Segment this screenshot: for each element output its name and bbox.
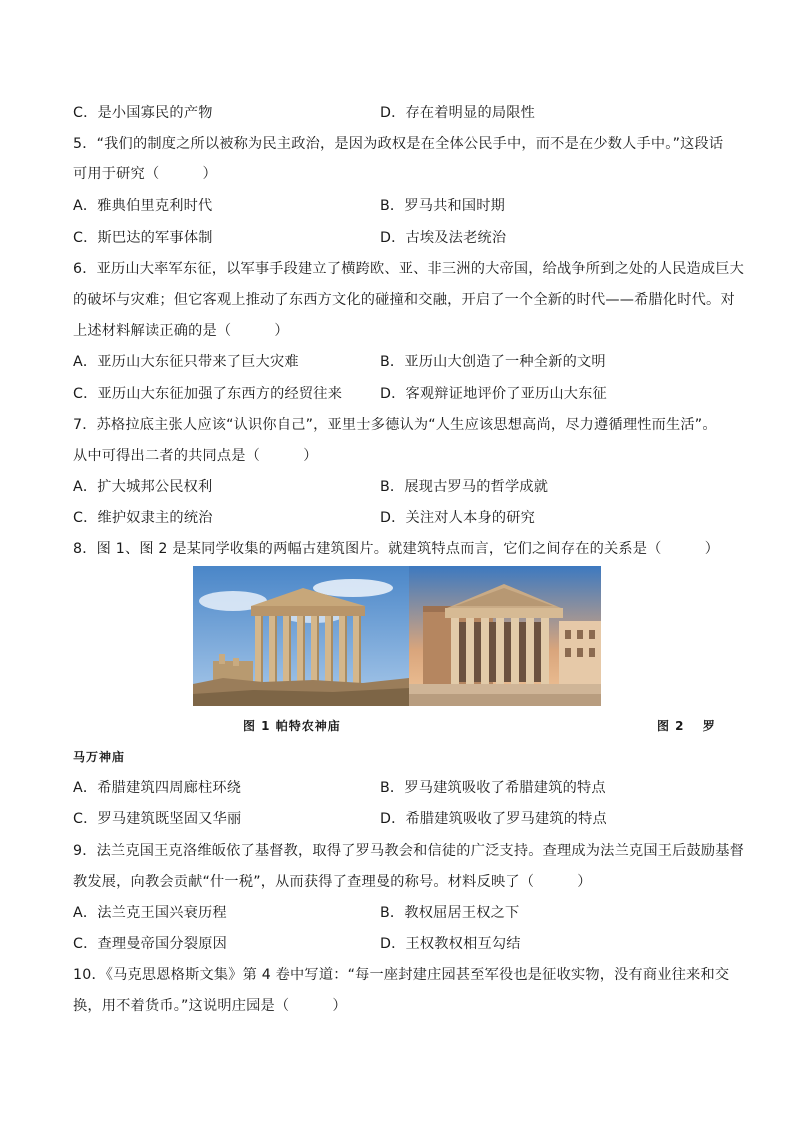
q8-stem: 8．图 1、图 2 是某同学收集的两幅古建筑图片。就建筑特点而言，它们之间存在的关系是（ ） xyxy=(73,541,720,557)
q5-stem-line2: 可用于研究（ ） xyxy=(73,166,217,182)
q9-option-b: B．教权屈居王权之下 xyxy=(380,905,520,921)
q9-option-c: C．查理曼帝国分裂原因 xyxy=(73,936,227,952)
q6-stem-line2: 的破坏与灾难；但它客观上推动了东西方文化的碰撞和交融，开启了一个全新的时代——希腊化时代。对 xyxy=(73,292,735,308)
q5-option-c: C．斯巴达的军事体制 xyxy=(73,230,213,246)
q8-option-d: D．希腊建筑吸收了罗马建筑的特点 xyxy=(380,811,607,827)
figure-2-pantheon-photo xyxy=(409,566,601,706)
figure-1-parthenon-photo xyxy=(193,566,409,706)
q5-stem-line1: 5．“我们的制度之所以被称为民主政治，是因为政权是在全体公民手中，而不是在少数人手中。”这段话 xyxy=(73,136,724,152)
q7-option-b: B．展现古罗马的哲学成就 xyxy=(380,479,549,495)
q7-option-c: C．维护奴隶主的统治 xyxy=(73,510,213,526)
q5-option-a: A．雅典伯里克利时代 xyxy=(73,198,213,214)
q10-stem-line2: 换，用不着货币。”这说明庄园是（ ） xyxy=(73,998,347,1014)
q7-option-a: A．扩大城邦公民权利 xyxy=(73,479,213,495)
q6-stem-line1: 6．亚历山大率军东征，以军事手段建立了横跨欧、亚、非三洲的大帝国，给战争所到之处的人民造成巨大 xyxy=(73,261,745,277)
q4-option-d: D．存在着明显的局限性 xyxy=(380,105,536,121)
q4-option-c: C．是小国寡民的产物 xyxy=(73,105,213,121)
q9-stem-line2: 教发展，向教会贡献“什一税”，从而获得了查理曼的称号。材料反映了（ ） xyxy=(73,874,592,890)
figure-2-caption-part1: 图 2 罗 xyxy=(657,719,716,733)
figure-2-caption-part2: 马万神庙 xyxy=(73,750,126,764)
q10-stem-line1: 10．《马克思恩格斯文集》第 4 卷中写道：“每一座封建庄园甚至军役也是征收实物，没有商业往来和交 xyxy=(73,967,730,983)
q7-stem-line2: 从中可得出二者的共同点是（ ） xyxy=(73,448,318,464)
q8-option-a: A．希腊建筑四周廊柱环绕 xyxy=(73,780,242,796)
q5-option-b: B．罗马共和国时期 xyxy=(380,198,506,214)
q9-option-d: D．王权教权相互勾结 xyxy=(380,936,521,952)
figure-1-caption: 图 1 帕特农神庙 xyxy=(243,719,341,733)
q6-option-c: C．亚历山大东征加强了东西方的经贸往来 xyxy=(73,386,343,402)
q6-stem-line3: 上述材料解读正确的是（ ） xyxy=(73,323,289,339)
q6-option-b: B．亚历山大创造了一种全新的文明 xyxy=(380,354,606,370)
q7-option-d: D．关注对人本身的研究 xyxy=(380,510,536,526)
q8-option-c: C．罗马建筑既坚固又华丽 xyxy=(73,811,242,827)
q5-option-d: D．古埃及法老统治 xyxy=(380,230,507,246)
q6-option-a: A．亚历山大东征只带来了巨大灾难 xyxy=(73,354,299,370)
q9-option-a: A．法兰克王国兴衰历程 xyxy=(73,905,227,921)
q7-stem-line1: 7．苏格拉底主张人应该“认识你自己”，亚里士多德认为“人生应该思想高尚，尽力遵循理性而生活”。 xyxy=(73,417,717,433)
q8-option-b: B．罗马建筑吸收了希腊建筑的特点 xyxy=(380,780,606,796)
q9-stem-line1: 9．法兰克国王克洛维皈依了基督教，取得了罗马教会和信徒的广泛支持。查理成为法兰克国王后鼓励基督 xyxy=(73,843,745,859)
q6-option-d: D．客观辩证地评价了亚历山大东征 xyxy=(380,386,607,402)
